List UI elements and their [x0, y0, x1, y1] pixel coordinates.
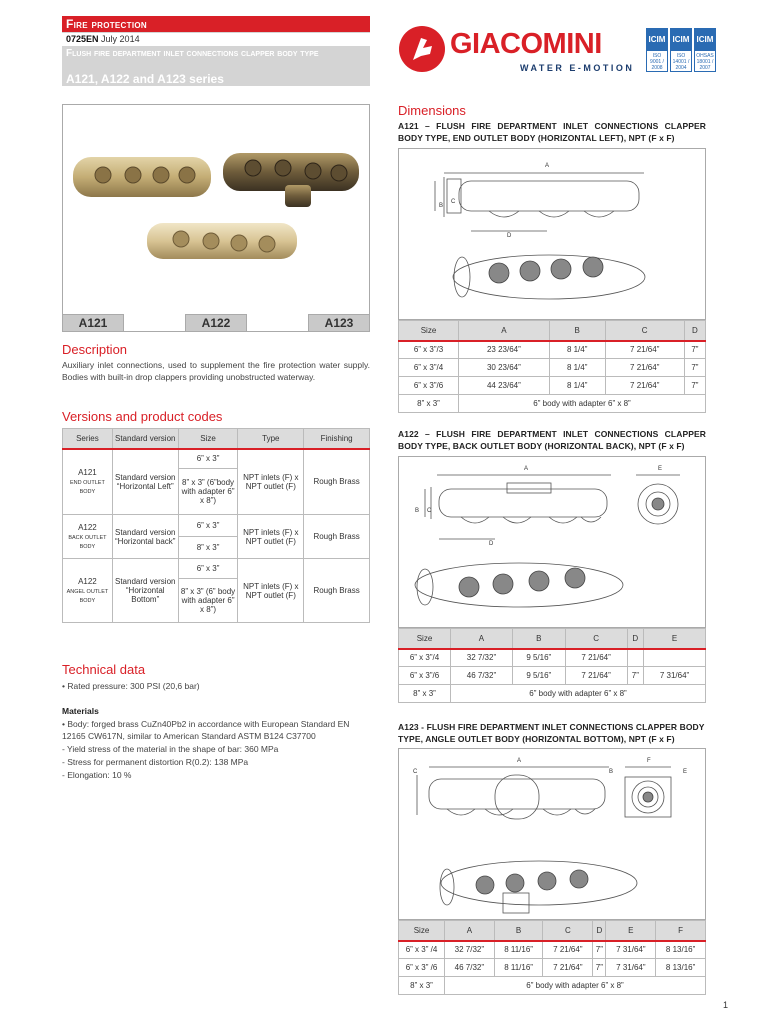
table-cell: 6” x 3” /4 [399, 941, 445, 959]
table-cell: 32 7/32” [445, 941, 495, 959]
table-cell: 7 31/64” [644, 667, 706, 685]
table-row [63, 449, 370, 469]
series-title: A121, A122 and A123 series [66, 72, 224, 86]
table-cell: 8” x 3” [399, 395, 459, 413]
table-cell: 6” x 3”/6 [399, 377, 459, 395]
table-cell: 6” x 3”/4 [399, 359, 459, 377]
table-row [63, 515, 370, 537]
certification-badge [694, 28, 716, 72]
table-cell: 7” [593, 959, 606, 977]
technical-heading: Technical data [62, 662, 146, 677]
dim-label: B [415, 508, 420, 514]
description-heading: Description [62, 342, 128, 357]
table-row [399, 377, 706, 395]
dim-label: C [451, 199, 456, 205]
dim-label: A [517, 758, 522, 764]
table-row [399, 649, 706, 667]
finishing-cell: Rough Brass [304, 449, 370, 515]
table-row [399, 977, 706, 995]
table-header-row [399, 629, 706, 649]
doc-info [62, 33, 370, 46]
table-cell: 7” [684, 341, 705, 359]
rated-pressure: • Rated pressure: 300 PSI (20,6 bar) [62, 681, 200, 691]
table-cell: 8 1/4” [549, 359, 605, 377]
column-header: Standard version [112, 429, 178, 449]
a121-title: A121 – FLUSH FIRE DEPARTMENT INLET CONNECTIONS CLAPPER BODY TYPE, END OUTLET BODY (HORIZONTAL LEFT), NPT (F x F) [398, 121, 706, 143]
brand-tagline: WATER E-MOTION [520, 63, 635, 73]
column-header: A [451, 629, 513, 649]
a122-technical-drawing [399, 457, 705, 627]
table-cell: 6” x 3” /6 [399, 959, 445, 977]
a121-dimensions-table [398, 320, 706, 413]
table-cell: 6” body with adapter 6” x 8” [451, 685, 706, 703]
column-header: Series [63, 429, 113, 449]
table-cell: 7 21/64” [565, 649, 627, 667]
column-header: D [684, 321, 705, 341]
cert-standard: ISO 14001 / 2004 [672, 53, 690, 71]
series-cell [63, 515, 113, 559]
table-cell [644, 649, 706, 667]
materials-heading: Materials [62, 706, 99, 716]
table-cell: 7” [684, 359, 705, 377]
dim-label: F [647, 758, 651, 764]
table-header-row [399, 921, 706, 941]
table-cell: 7 21/64” [605, 341, 684, 359]
a123-drawing [398, 748, 706, 920]
brand-name: GIACOMINI [450, 28, 602, 60]
certification-badge [670, 28, 692, 72]
a123-title: A123 - FLUSH FIRE DEPARTMENT INLET CONNECTIONS CLAPPER BODY TYPE, ANGLE OUTLET BODY (HORIZONTAL BOTTOM), NPT (F x F) [398, 722, 705, 744]
table-row [399, 667, 706, 685]
column-header: A [459, 321, 550, 341]
table-row [399, 941, 706, 959]
column-header: Type [238, 429, 304, 449]
table-cell: 8 11/16” [494, 959, 543, 977]
size-cell: 8” x 3” (6” body with adapter 6” x 8”) [178, 579, 238, 623]
table-cell: 8 13/16” [656, 941, 706, 959]
column-header: Size [399, 629, 451, 649]
dim-label: C [427, 508, 432, 514]
description-text: Auxiliary inlet connections, used to supplement the fire protection water supply. Bodies with built-in drop clappers providing unobstructed waterway. [62, 360, 370, 382]
column-header: E [606, 921, 656, 941]
dim-label: B [609, 769, 614, 775]
table-cell: 6” x 3”/6 [399, 667, 451, 685]
series-subtitle: ANGEL OUTLET BODY [66, 589, 109, 604]
table-row [399, 959, 706, 977]
size-cell: 8” x 3” (6”body with adapter 6” x 8”) [178, 469, 238, 515]
column-header: B [549, 321, 605, 341]
product-illustration [63, 105, 369, 315]
type-cell: NPT inlets (F) x NPT outlet (F) [238, 559, 304, 623]
version-cell: Standard version “Horizontal Bottom” [112, 559, 178, 623]
dim-label: C [413, 769, 418, 775]
column-header: Size [399, 921, 445, 941]
versions-table [62, 428, 370, 623]
materials-item: - Yield stress of the material in the shape of bar: 360 MPa [62, 744, 279, 754]
series-cell [63, 449, 113, 515]
table-cell: 9 5/16” [512, 667, 565, 685]
type-cell: NPT inlets (F) x NPT outlet (F) [238, 449, 304, 515]
column-header: A [445, 921, 495, 941]
table-row [63, 559, 370, 579]
cert-standard: OHSAS 18001 / 2007 [696, 53, 714, 71]
table-cell: 7 21/64” [543, 941, 593, 959]
table-header-row [63, 429, 370, 449]
column-header: C [605, 321, 684, 341]
certification-badge [646, 28, 668, 72]
column-header: D [627, 629, 644, 649]
a121-drawing [398, 148, 706, 320]
dimensions-heading: Dimensions [398, 103, 466, 118]
table-row [399, 341, 706, 359]
cert-mark: ICIM [695, 29, 715, 51]
table-cell: 46 7/32” [451, 667, 513, 685]
a122-title: A122 – FLUSH FIRE DEPARTMENT INLET CONNECTIONS CLAPPER BODY TYPE, BACK OUTLET BODY (HORIZONTAL BACK), NPT (F x F) [398, 429, 706, 451]
type-cell: NPT inlets (F) x NPT outlet (F) [238, 515, 304, 559]
table-cell: 8 1/4” [549, 377, 605, 395]
product-label: A123 [308, 314, 370, 332]
product-label: A122 [185, 314, 247, 332]
table-cell: 8” x 3” [399, 977, 445, 995]
column-header: C [543, 921, 593, 941]
table-cell: 7 21/64” [605, 377, 684, 395]
column-header: C [565, 629, 627, 649]
table-cell: 7 31/64” [606, 959, 656, 977]
table-cell: 7 21/64” [543, 959, 593, 977]
column-header: F [656, 921, 706, 941]
column-header: D [593, 921, 606, 941]
column-header: B [512, 629, 565, 649]
column-header: E [644, 629, 706, 649]
materials-item: - Elongation: 10 % [62, 770, 132, 780]
table-cell: 9 5/16” [512, 649, 565, 667]
a121-technical-drawing [399, 149, 705, 319]
materials-item: • Body: forged brass CuZn40Pb2 in accordance with European Standard EN 12165 CW617N, similar to American Standard ASTM B124 C37700 [62, 719, 350, 741]
product-photo [62, 104, 370, 332]
cert-standard: ISO 9001 / 2008 [650, 53, 664, 71]
doc-code: 0725EN [66, 34, 99, 44]
table-cell: 8” x 3” [399, 685, 451, 703]
a122-dimensions-table [398, 628, 706, 703]
series-cell [63, 559, 113, 623]
dim-label: A [524, 466, 529, 472]
table-header-row [399, 321, 706, 341]
column-header: B [494, 921, 543, 941]
table-cell: 44 23/64” [459, 377, 550, 395]
table-cell: 8 11/16” [494, 941, 543, 959]
size-cell: 6” x 3” [178, 449, 238, 469]
series-code: A122 [78, 523, 97, 532]
table-cell [627, 649, 644, 667]
a123-dimensions-table [398, 920, 706, 995]
versions-heading: Versions and product codes [62, 409, 223, 424]
table-cell: 6” body with adapter 6” x 8” [445, 977, 706, 995]
finishing-cell: Rough Brass [304, 559, 370, 623]
materials-item: - Stress for permanent distortion R(0.2): 138 MPa [62, 757, 249, 767]
column-header: Size [399, 321, 459, 341]
version-cell: Standard version “Horizontal Left” [112, 449, 178, 515]
table-cell: 7 31/64” [606, 941, 656, 959]
series-subtitle: END OUTLET BODY [69, 480, 105, 496]
table-cell: 8 13/16” [656, 959, 706, 977]
a123-technical-drawing [399, 749, 705, 919]
series-code: A121 [78, 468, 97, 478]
giacomini-logo-icon [399, 26, 445, 72]
table-cell: 7 21/64” [605, 359, 684, 377]
table-cell: 32 7/32” [451, 649, 513, 667]
series-code: A122 [78, 577, 97, 586]
column-header: Finishing [304, 429, 370, 449]
dim-label: A [545, 163, 550, 169]
table-cell: 6” body with adapter 6” x 8” [459, 395, 706, 413]
product-label: A121 [62, 314, 124, 332]
dim-label: D [489, 541, 494, 547]
dim-label: E [683, 769, 688, 775]
table-cell: 23 23/64” [459, 341, 550, 359]
size-cell: 6” x 3” [178, 515, 238, 537]
table-cell: 6” x 3”/4 [399, 649, 451, 667]
doc-date: July 2014 [101, 34, 140, 44]
table-cell: 7” [627, 667, 644, 685]
table-cell: 30 23/64” [459, 359, 550, 377]
dim-label: D [507, 233, 512, 239]
column-header: Size [178, 429, 238, 449]
cert-mark: ICIM [647, 29, 667, 51]
size-cell: 8” x 3” [178, 537, 238, 559]
table-cell: 7” [684, 377, 705, 395]
table-cell: 7 21/64” [565, 667, 627, 685]
page-number: 1 [722, 1000, 728, 1010]
dim-label: E [658, 466, 663, 472]
a122-drawing [398, 456, 706, 628]
cert-mark: ICIM [671, 29, 691, 51]
document-title: Flush fire department inlet connections clapper body type [66, 48, 319, 59]
table-row [399, 685, 706, 703]
size-cell: 6” x 3” [178, 559, 238, 579]
category-label: Fire protection [66, 17, 147, 31]
dim-label: B [439, 203, 444, 209]
table-cell: 8 1/4” [549, 341, 605, 359]
series-subtitle: BACK OUTLET BODY [68, 535, 107, 550]
table-row [399, 395, 706, 413]
table-cell: 46 7/32” [445, 959, 495, 977]
table-row [399, 359, 706, 377]
table-cell: 6” x 3”/3 [399, 341, 459, 359]
product-labels [62, 314, 370, 332]
version-cell: Standard version “Horizontal back” [112, 515, 178, 559]
finishing-cell: Rough Brass [304, 515, 370, 559]
table-cell: 7” [593, 941, 606, 959]
